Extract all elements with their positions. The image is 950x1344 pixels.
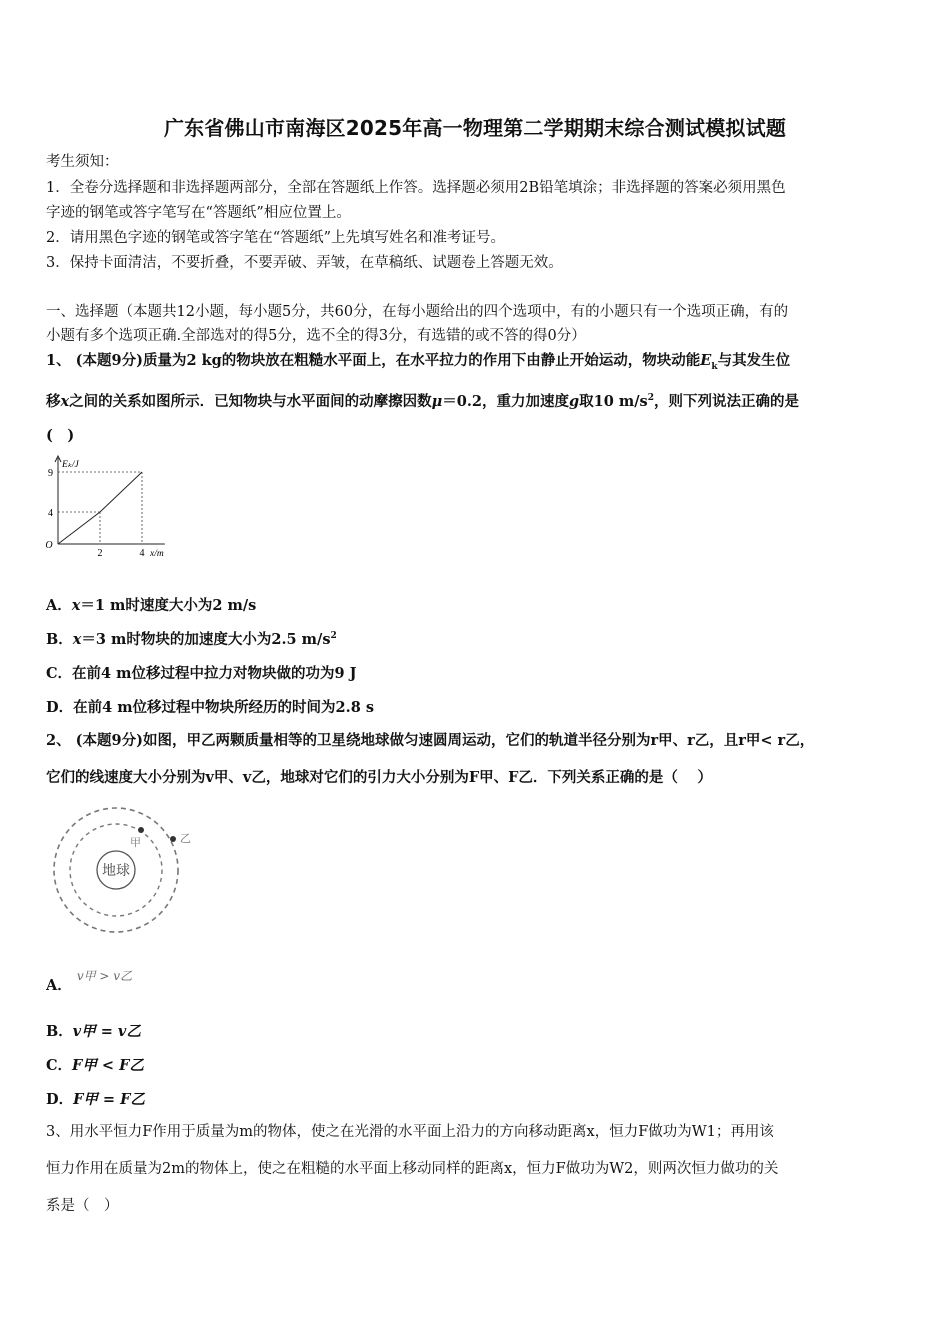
q3-stem-line-2: 恒力作用在质量为2m的物体上，使之在粗糙的水平面上移动同样的距离x，恒力F做功为W2，则两次恒力做功的关 <box>46 1161 779 1177</box>
q1-text-c: 移 <box>46 392 61 410</box>
q3-stem-line-1: 3、用水平恒力F作用于质量为m的物体，使之在光滑的水平面上沿力的方向移动距离x，恒力F做功为W1；再用该 <box>46 1124 774 1140</box>
q1-ek-symbol: E <box>700 352 712 369</box>
q2-option-c[interactable] <box>46 1054 144 1075</box>
q2-option-b[interactable] <box>46 1020 141 1041</box>
satellite-yi-label: 乙 <box>180 833 191 845</box>
q2-stem-line-2: 它们的线速度大小分别为v甲、v乙，地球对它们的引力大小分别为F甲、F乙．下列关系正确的是（ ） <box>46 769 712 786</box>
q2-option-b-letter: B． <box>46 1023 73 1040</box>
q2-option-d-text: F甲 = F乙 <box>73 1091 145 1108</box>
q1-option-a[interactable] <box>46 594 256 615</box>
q1-x-symbol: x <box>60 392 70 410</box>
satellite-yi <box>170 836 176 842</box>
notice-heading: 考生须知： <box>46 154 119 170</box>
q2-option-a-text: v甲 > v乙 <box>76 969 133 983</box>
q1-text-f: 取10 m/s <box>579 392 648 410</box>
q1-option-a-text: ＝1 m时速度大小为2 m/s <box>80 597 257 614</box>
q2-option-d-letter: D． <box>46 1091 74 1108</box>
q2-option-d[interactable] <box>46 1088 145 1109</box>
q2-option-c-letter: C． <box>46 1057 73 1074</box>
y-axis-label: Eₖ/J <box>62 460 79 470</box>
q1-text-g: ，则下列说法正确的是 <box>653 392 799 410</box>
satellite-jia-label: 甲 <box>130 837 141 849</box>
notice-item-1-cont: 字迹的钢笔或答字笔写在“答题纸”相应位置上。 <box>46 205 351 221</box>
earth-label: 地球 <box>102 864 130 879</box>
q2-stem-line-1: 2、 (本题9分)如图，甲乙两颗质量相等的卫星绕地球做匀速圆周运动，它们的轨道半径分别为r甲、r乙，且r甲< r乙， <box>46 732 815 749</box>
q1-option-b[interactable] <box>46 628 337 649</box>
q2-option-a-letter: A． <box>46 977 72 994</box>
notice-item-2: 2．请用黑色字迹的钢笔或答字笔在“答题纸”上先填写姓名和准考证号。 <box>46 230 506 246</box>
q1-option-b-var: x <box>72 631 82 648</box>
q1-option-d-text: 在前4 m位移过程中物块所经历的时间为2.8 s <box>73 699 374 716</box>
satellite-jia <box>138 827 144 833</box>
q1-ek-subscript: k <box>711 361 718 372</box>
q1-option-d[interactable] <box>46 696 374 717</box>
q1-text-e: ＝0.2，重力加速度 <box>442 392 570 410</box>
q1-square-sup: 2 <box>647 393 654 403</box>
q1-option-d-letter: D． <box>46 699 74 716</box>
q1-g-symbol: g <box>569 392 580 410</box>
notice-item-3: 3．保持卡面清洁，不要折叠，不要弄破、弄皱，在草稿纸、试题卷上答题无效。 <box>46 255 563 271</box>
q1-option-c-text: 在前4 m位移过程中拉力对物块做的功为9 J <box>72 665 357 682</box>
notice-item-1: 1．全卷分选择题和非选择题两部分，全部在答题纸上作答。选择题必须用2B铅笔填涂；非选择题的答案必须用黑色 <box>46 180 786 196</box>
q2-option-a[interactable] <box>46 969 133 995</box>
q1-mu-symbol: μ <box>431 392 443 410</box>
q1-stem-line-2 <box>46 388 906 412</box>
page-title: 广东省佛山市南海区2025年高一物理第二学期期末综合测试模拟试题 <box>163 116 787 140</box>
q1-option-b-sup: 2 <box>330 631 337 642</box>
q1-text-a: 1、 (本题9分)质量为2 kg的物块放在粗糙水平面上，在水平拉力的作用下由静止开始运动，物块动能 <box>46 352 701 369</box>
q1-option-b-letter: B． <box>46 631 73 648</box>
q1-text-d: 之间的关系如图所示．已知物块与水平面间的动摩擦因数 <box>69 392 432 410</box>
origin-label: O <box>45 540 53 551</box>
q1-option-a-var: x <box>71 597 81 614</box>
y-tick-label: 9 <box>48 468 53 479</box>
orbit-diagram <box>44 806 196 942</box>
x-tick-label: 4 <box>139 548 145 558</box>
section-intro-line-2: 小题有多个选项正确.全部选对的得5分，选不全的得3分，有选错的或不答的得0分） <box>46 328 586 344</box>
q1-option-c-letter: C． <box>46 665 73 682</box>
x-axis-label: x/m <box>150 549 164 558</box>
section-intro-line-1: 一、选择题（本题共12小题，每小题5分，共60分，在每小题给出的四个选项中，有的小题只有一个选项正确，有的 <box>46 304 789 320</box>
q1-text-b: 与其发生位 <box>717 352 791 369</box>
q1-option-c[interactable] <box>46 662 357 683</box>
ek-x-graph <box>44 452 184 558</box>
q3-stem-line-3: 系是（ ） <box>46 1198 119 1214</box>
q1-stem-line-1 <box>46 351 906 377</box>
q2-option-c-text: F甲 < F乙 <box>72 1057 144 1074</box>
q1-option-b-text: ＝3 m时物块的加速度大小为2.5 m/s <box>81 631 331 648</box>
q1-answer-bracket: ( ) <box>46 427 75 444</box>
x-tick-label: 2 <box>97 548 103 558</box>
q2-option-b-text: v甲 = v乙 <box>72 1023 141 1040</box>
q1-option-a-letter: A． <box>46 597 72 614</box>
y-tick-label: 4 <box>48 508 53 519</box>
